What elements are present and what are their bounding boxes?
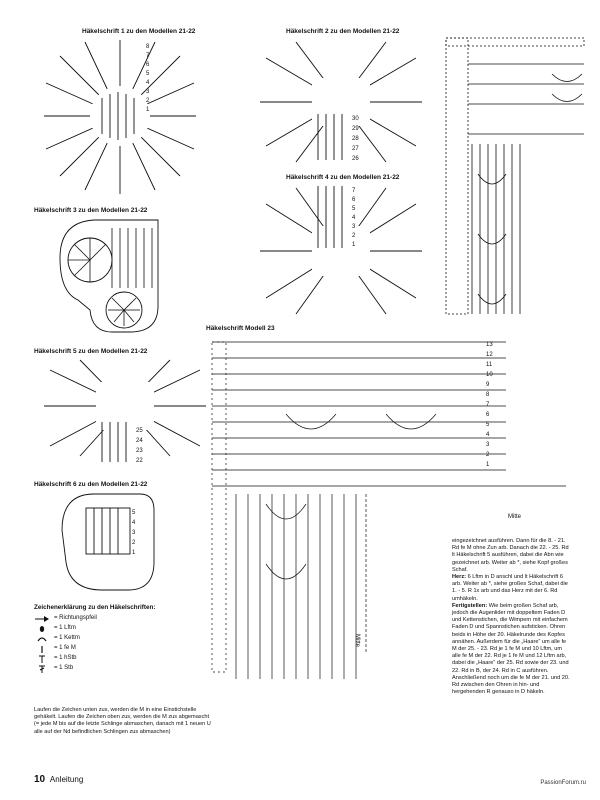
legend-label: = Richtungspfeil xyxy=(54,615,97,622)
section-name: Anleitung xyxy=(49,775,84,784)
chart5-row-label: 24 xyxy=(136,438,143,444)
chart1-heading: Häkelschrift 1 zu den Modellen 21-22 xyxy=(82,28,196,35)
model23-row-label: 5 xyxy=(486,422,490,428)
model23-row-label: 12 xyxy=(486,352,493,358)
chart2-row-label: 26 xyxy=(352,156,359,162)
chart5-heading: Häkelschrift 5 zu den Modellen 21-22 xyxy=(34,348,148,355)
legend-row xyxy=(34,654,194,664)
model23-row-label: 3 xyxy=(486,442,490,448)
model23-row-label: 4 xyxy=(486,432,490,438)
herz-label: Herz: xyxy=(452,574,466,581)
chart1-row-label: 1 xyxy=(146,107,150,113)
symbol-legend xyxy=(34,604,194,674)
legend-row xyxy=(34,624,194,634)
legend-label: = 1 Kettm xyxy=(54,635,80,642)
arrow-icon xyxy=(34,615,50,624)
chart6-heading: Häkelschrift 6 zu den Modellen 21-22 xyxy=(34,481,148,488)
slip-stitch-icon xyxy=(34,635,50,644)
chart5-diagram xyxy=(40,356,210,474)
chart1-row-label: 2 xyxy=(146,98,150,104)
chart3-diagram xyxy=(54,214,172,336)
model23-row-label: 11 xyxy=(486,362,493,368)
chart1-diagram xyxy=(40,38,200,196)
chart4-diagram xyxy=(256,184,426,318)
page-footer xyxy=(34,774,83,785)
chart2-diagram xyxy=(256,38,426,166)
chart2-heading: Häkelschrift 2 zu den Modellen 21-22 xyxy=(286,28,400,35)
model23-row-label: 13 xyxy=(486,342,493,348)
chart4-heading: Häkelschrift 4 zu den Modellen 21-22 xyxy=(286,174,400,181)
instructions-paragraph: eingezeichnet ausführen. Dann für die 8. - 21. Rd fe M ohne Zun arb. Danach die 22. - 25. Rd lt Häkelschrift 5 ausführen, dabei die Abn wie gezeichnet arb. Weiter ab *, siehe Kopf großes Schaf. xyxy=(452,538,569,573)
chart4-row-label: 3 xyxy=(352,224,356,230)
legend-label: = 1 hStb xyxy=(54,655,77,662)
model23-row-label: 6 xyxy=(486,412,490,418)
chain-icon xyxy=(34,625,50,634)
legend-row xyxy=(34,634,194,644)
chart1-row-label: 5 xyxy=(146,71,150,77)
legend-label: = 1 Stb xyxy=(54,665,74,672)
legend-row xyxy=(34,644,194,654)
chart2-row-label: 28 xyxy=(352,136,359,142)
page-number: 10 xyxy=(34,774,46,785)
legend-label: = 1 fe M xyxy=(54,645,76,652)
instructions-text xyxy=(452,538,570,696)
chart4-row-label: 4 xyxy=(352,215,356,221)
legend-label: = 1 Lftm xyxy=(54,625,76,632)
chart1-row-label: 4 xyxy=(146,80,150,86)
chart6-row-label: 5 xyxy=(132,510,136,516)
fertigstellen-label: Fertigstellen: xyxy=(452,602,488,609)
double-crochet-icon xyxy=(34,665,50,674)
chart6-row-label: 4 xyxy=(132,520,136,526)
watermark: PassionForum.ru xyxy=(540,780,586,786)
chart6-row-label: 3 xyxy=(132,530,136,536)
legend-row xyxy=(34,614,194,624)
single-crochet-icon xyxy=(34,645,50,654)
chart1-row-label: 8 xyxy=(146,44,150,50)
model23-row-label: 10 xyxy=(486,372,493,378)
model23-row-label: 9 xyxy=(486,382,490,388)
model23-heading: Häkelschrift Modell 23 xyxy=(206,325,275,332)
model23-row-label: 2 xyxy=(486,452,490,458)
chart5-row-label: 23 xyxy=(136,448,143,454)
legend-title: Zeichenerklärung zu den Häkelschriften: xyxy=(34,604,156,611)
chart6-diagram xyxy=(58,490,158,594)
chart4-row-label: 1 xyxy=(352,242,356,248)
chart6-row-label: 1 xyxy=(132,550,136,556)
legend-note: Laufen die Zeichen unten zus, werden die M in eine Einstichstelle gehäkelt. Laufen die Zeichen oben zus, werden die M zus abgemascht (= jede M bis auf die letzte Schlinge abmaschen, danach mit 1 neuen U alle auf der Nd befindlichen Schlingen zus abmaschen) xyxy=(34,707,211,735)
chart2-row-label: 30 xyxy=(352,116,359,122)
chart5-row-label: 25 xyxy=(136,428,143,434)
chart2-row-label: 29 xyxy=(352,126,359,132)
chart4-row-label: 5 xyxy=(352,206,356,212)
chart5-row-label: 22 xyxy=(136,458,143,464)
chart1-row-label: 6 xyxy=(146,62,150,68)
chart4-row-label: 7 xyxy=(352,188,356,194)
chart3-heading: Häkelschrift 3 zu den Modellen 21-22 xyxy=(34,207,148,214)
mitte-bottom-label: Mitte xyxy=(508,514,522,520)
side-strip-diagram xyxy=(442,34,588,318)
model23-row-label: 8 xyxy=(486,392,490,398)
chart6-row-label: 2 xyxy=(132,540,136,546)
fertigstellen-text: Wie beim großen Schaf arb, jedoch die Augenlider mit doppeltem Faden D und Kettenstichen, die Wimpern mit einfachem Faden D und Spannstichen aufsticken. Ohren beids in Höhe der 20. Häkelrunde des Kopfes annähen. Außerdem für die „Haare“ um alle fe M der 25. - 23. Rd je 1 fe M und 10 Lftm, um alle fe M der 22. Rd je 1 fe M und 12 Lftm arb, dabei die „Haare“ der 25. Rd sowie der 23. und 22. Rd in B, der 24. Rd in C ausführen. Anschließend noch um die fe M der 21. und 20. Rd zwischen den Ohren in hin- und hergehenden R genauso in D häkeln. xyxy=(452,602,570,696)
chart4-row-label: 2 xyxy=(352,233,356,239)
chart4-row-label: 6 xyxy=(352,197,356,203)
model23-row-label: 1 xyxy=(486,462,490,468)
half-double-icon xyxy=(34,655,50,664)
chart1-row-label: 7 xyxy=(146,53,150,59)
chart1-row-label: 3 xyxy=(146,89,150,95)
mitte-vertical-label: Mitte xyxy=(354,634,360,648)
chart2-row-label: 27 xyxy=(352,146,359,152)
herz-text: 6 Lftm in D anschl und lt Häkelschrift 6 arb. Weiter ab *, siehe großes Schaf, dabei die 1. - 5. R 1x arb und das Herz mit der 6. Rd umhäkeln. xyxy=(452,574,568,602)
legend-row xyxy=(34,664,194,674)
model23-row-label: 7 xyxy=(486,402,490,408)
